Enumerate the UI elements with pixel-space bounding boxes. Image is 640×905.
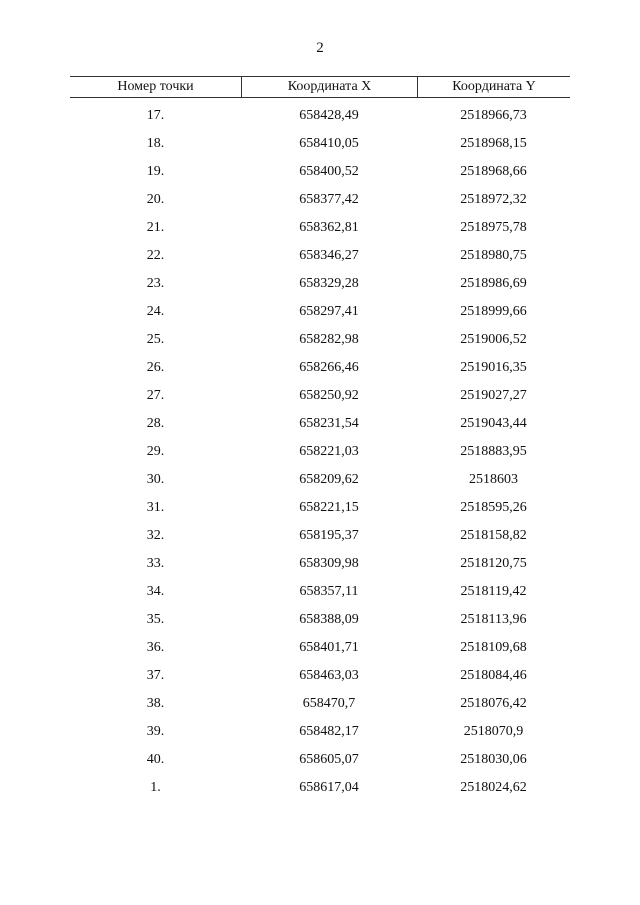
cell-coordinate-y: 2518030,06 (460, 752, 527, 767)
cell-point-number: 21. (146, 220, 165, 235)
cell-point-number: 40. (146, 752, 165, 767)
table-row (70, 135, 570, 163)
cell-coordinate-y: 2518109,68 (460, 640, 527, 655)
cell-coordinate-x: 658377,42 (299, 192, 359, 207)
cell-coordinate-x: 658309,98 (299, 556, 359, 571)
cell-coordinate-y: 2518120,75 (460, 556, 527, 571)
cell-coordinate-x: 658410,05 (299, 136, 359, 151)
cell-coordinate-y: 2518024,62 (460, 780, 527, 795)
cell-coordinate-y: 2518595,26 (460, 500, 527, 515)
cell-coordinate-y: 2518975,78 (460, 220, 527, 235)
cell-coordinate-y: 2518968,66 (460, 164, 527, 179)
cell-coordinate-x: 658231,54 (299, 416, 359, 431)
cell-coordinate-x: 658470,7 (302, 696, 356, 711)
table-row (70, 331, 570, 359)
cell-point-number: 17. (146, 108, 165, 123)
cell-point-number: 20. (146, 192, 165, 207)
coordinates-table (70, 76, 570, 807)
table-row (70, 723, 570, 751)
cell-coordinate-y: 2518972,32 (460, 192, 527, 207)
cell-coordinate-x: 658401,71 (299, 640, 359, 655)
cell-point-number: 35. (146, 612, 165, 627)
cell-coordinate-x: 658209,62 (299, 472, 359, 487)
cell-coordinate-y: 2519016,35 (460, 360, 527, 375)
cell-point-number: 32. (146, 528, 165, 543)
cell-point-number: 28. (146, 416, 165, 431)
table-row (70, 359, 570, 387)
table-row (70, 667, 570, 695)
cell-coordinate-y: 2518084,46 (460, 668, 527, 683)
cell-coordinate-y: 2518980,75 (460, 248, 527, 263)
cell-coordinate-x: 658195,37 (299, 528, 359, 543)
table-row (70, 275, 570, 303)
table-row (70, 443, 570, 471)
header-coordinate-y: Координата Y (417, 77, 570, 97)
cell-coordinate-y: 2518603 (469, 472, 518, 487)
table-row (70, 527, 570, 555)
cell-coordinate-x: 658400,52 (299, 164, 359, 179)
table-row (70, 499, 570, 527)
cell-point-number: 1. (150, 780, 161, 795)
cell-coordinate-y: 2519006,52 (460, 332, 527, 347)
cell-coordinate-x: 658282,98 (299, 332, 359, 347)
cell-coordinate-y: 2519043,44 (460, 416, 527, 431)
table-row (70, 387, 570, 415)
table-row (70, 639, 570, 667)
table-row (70, 583, 570, 611)
table-row (70, 303, 570, 331)
table-body (70, 107, 570, 807)
table-row (70, 415, 570, 443)
cell-point-number: 22. (146, 248, 165, 263)
cell-coordinate-y: 2518968,15 (460, 136, 527, 151)
cell-point-number: 19. (146, 164, 165, 179)
cell-coordinate-x: 658605,07 (299, 752, 359, 767)
cell-coordinate-y: 2518076,42 (460, 696, 527, 711)
table-row (70, 219, 570, 247)
table-row (70, 611, 570, 639)
cell-coordinate-x: 658329,28 (299, 276, 359, 291)
cell-point-number: 37. (146, 668, 165, 683)
cell-coordinate-x: 658362,81 (299, 220, 359, 235)
table-row (70, 751, 570, 779)
cell-point-number: 24. (146, 304, 165, 319)
cell-coordinate-y: 2518119,42 (460, 584, 527, 599)
table-row (70, 163, 570, 191)
cell-coordinate-x: 658250,92 (299, 388, 359, 403)
cell-point-number: 33. (146, 556, 165, 571)
header-point-number: Номер точки (117, 79, 194, 94)
header-coordinate-x: Координата X (241, 77, 417, 97)
cell-point-number: 39. (146, 724, 165, 739)
cell-coordinate-x: 658463,03 (299, 668, 359, 683)
cell-coordinate-y: 2518158,82 (460, 528, 527, 543)
cell-coordinate-y: 2518999,66 (460, 304, 527, 319)
cell-coordinate-y: 2518113,96 (460, 612, 527, 627)
cell-point-number: 23. (146, 276, 165, 291)
cell-point-number: 34. (146, 584, 165, 599)
cell-point-number: 31. (146, 500, 165, 515)
cell-point-number: 18. (146, 136, 165, 151)
table-row (70, 779, 570, 807)
cell-coordinate-y: 2518883,95 (460, 444, 527, 459)
cell-point-number: 25. (146, 332, 165, 347)
cell-coordinate-x: 658357,11 (299, 584, 359, 599)
cell-point-number: 30. (146, 472, 165, 487)
table-row (70, 695, 570, 723)
cell-point-number: 38. (146, 696, 165, 711)
table-row (70, 555, 570, 583)
cell-coordinate-x: 658297,41 (299, 304, 359, 319)
cell-point-number: 29. (146, 444, 165, 459)
cell-coordinate-y: 2518070,9 (463, 724, 524, 739)
cell-coordinate-y: 2519027,27 (460, 388, 527, 403)
table-row (70, 471, 570, 499)
cell-coordinate-y: 2518966,73 (460, 108, 527, 123)
cell-coordinate-x: 658482,17 (299, 724, 359, 739)
cell-coordinate-x: 658428,49 (299, 108, 359, 123)
cell-point-number: 26. (146, 360, 165, 375)
cell-coordinate-x: 658617,04 (299, 780, 359, 795)
cell-point-number: 27. (146, 388, 165, 403)
cell-coordinate-x: 658221,03 (299, 444, 359, 459)
table-header (70, 76, 570, 98)
table-row (70, 247, 570, 275)
table-row (70, 107, 570, 135)
cell-point-number: 36. (146, 640, 165, 655)
cell-coordinate-y: 2518986,69 (460, 276, 527, 291)
table-row (70, 191, 570, 219)
cell-coordinate-x: 658221,15 (299, 500, 359, 515)
cell-coordinate-x: 658346,27 (299, 248, 359, 263)
page-number: 2 (316, 40, 324, 56)
cell-coordinate-x: 658266,46 (299, 360, 359, 375)
cell-coordinate-x: 658388,09 (299, 612, 359, 627)
